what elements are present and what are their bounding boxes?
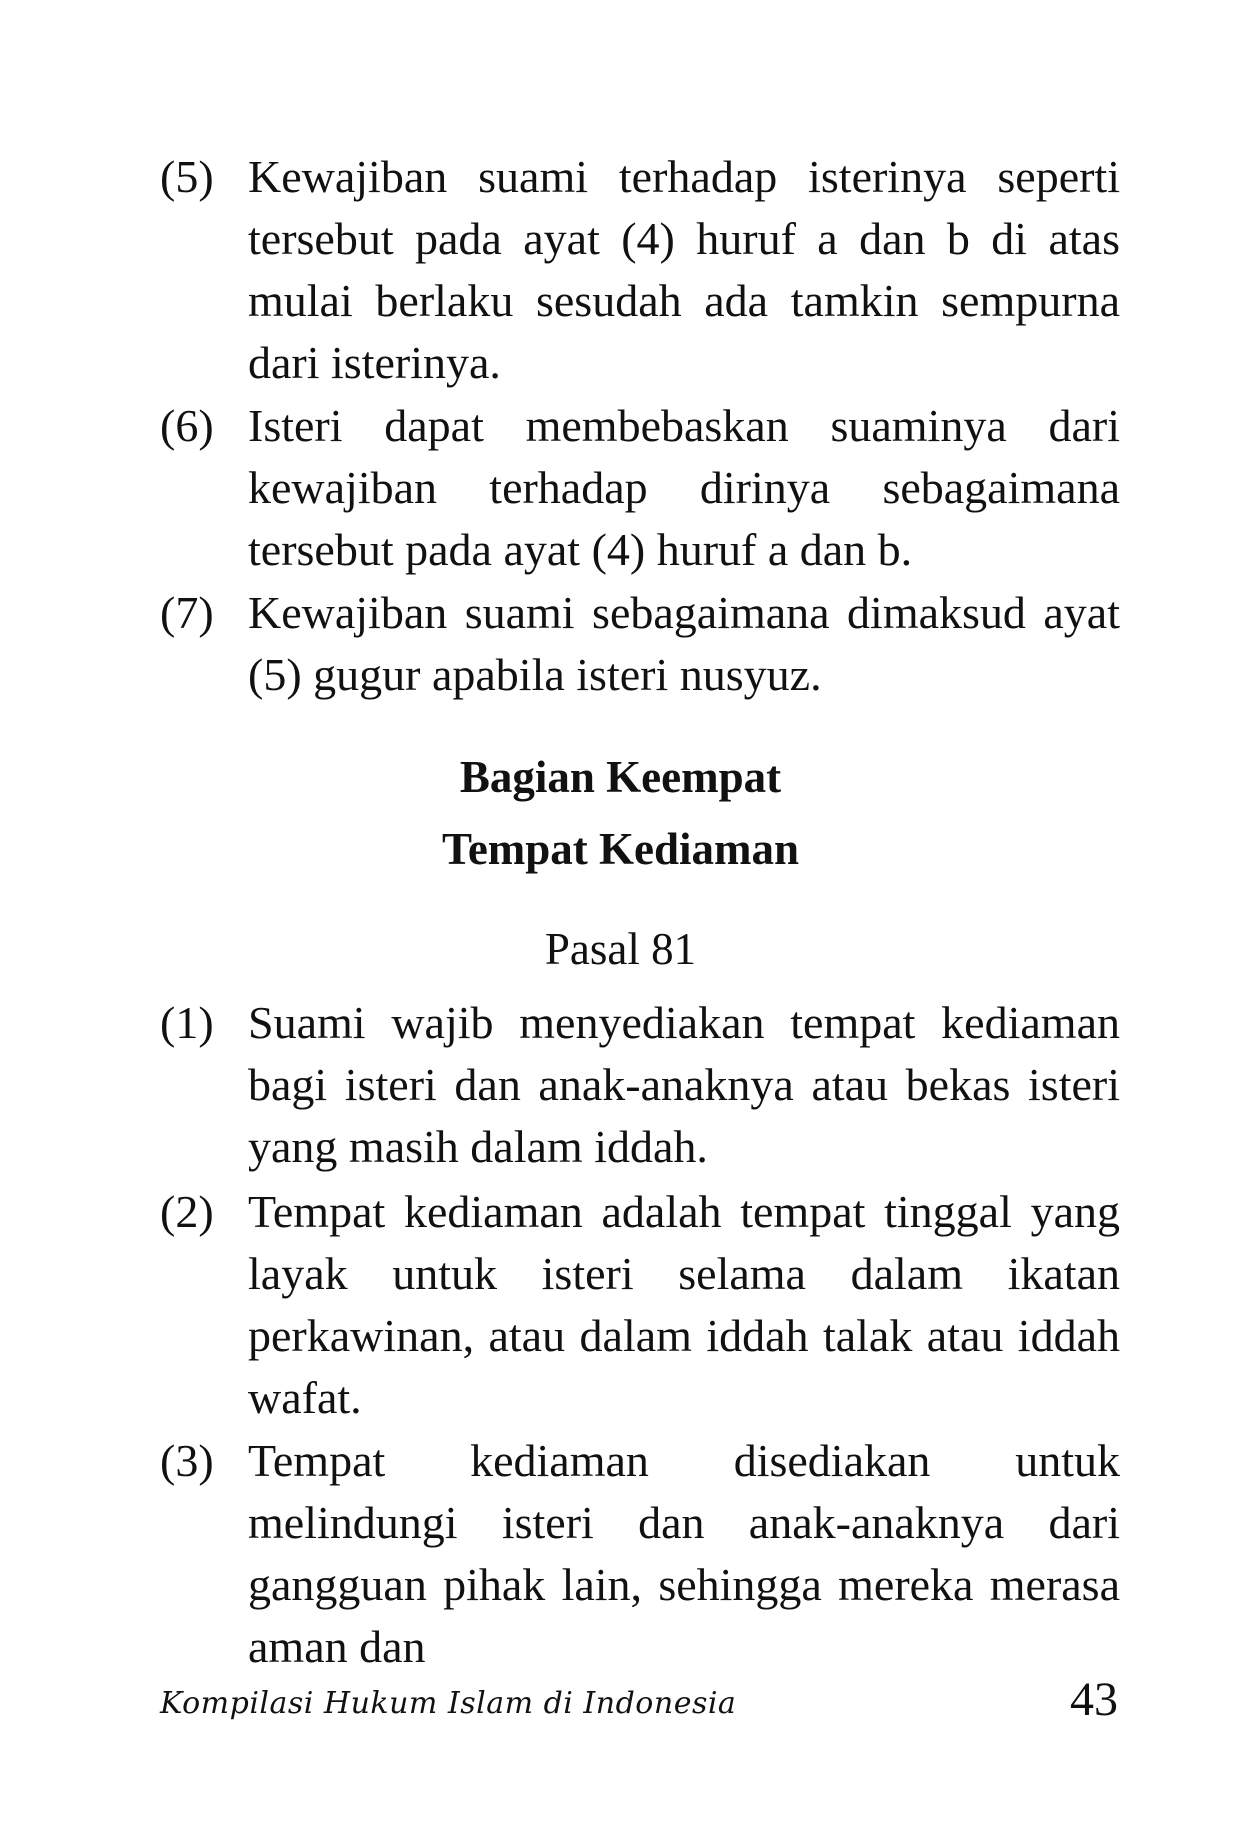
footer-book-title: Kompilasi Hukum Islam di Indonesia [160, 1686, 737, 1721]
clause-number: (5) [160, 151, 214, 202]
section-part-heading: Bagian Keempat [459, 752, 782, 802]
pasal-clause-3 [160, 1430, 1120, 1678]
clause-7 [160, 582, 1120, 706]
clause-text: Tempat kediaman adalah tempat tinggal yang layak untuk isteri selama dalam ikatan perkawinan, atau dalam iddah talak atau iddah wafat. [248, 1186, 1120, 1423]
clause-5 [160, 146, 1120, 394]
page-number: 43 [1070, 1673, 1118, 1726]
clause-number: (1) [160, 997, 214, 1048]
clause-number: (6) [160, 400, 214, 451]
clause-number: (2) [160, 1186, 214, 1237]
clause-text: Kewajiban suami terhadap isterinya seperti tersebut pada ayat (4) huruf a dan b di atas mulai berlaku sesudah ada tamkin sempurna dari isterinya. [248, 151, 1120, 388]
clause-6 [160, 395, 1120, 581]
section-title-heading: Tempat Kediaman [441, 824, 800, 874]
clause-number: (7) [160, 587, 214, 638]
clause-text: Tempat kediaman disediakan untuk melindungi isteri dan anak-anaknya dari gangguan pihak lain, sehingga mereka merasa aman dan [248, 1435, 1120, 1672]
clause-text: Isteri dapat membebaskan suaminya dari kewajiban terhadap dirinya sebagaimana tersebut pada ayat (4) huruf a dan b. [248, 400, 1120, 575]
clause-number: (3) [160, 1435, 214, 1486]
pasal-label: Pasal 81 [544, 924, 697, 974]
clause-text: Suami wajib menyediakan tempat kediaman bagi isteri dan anak-anaknya atau bekas isteri yang masih dalam iddah. [248, 997, 1120, 1172]
pasal-clause-2 [160, 1181, 1120, 1429]
pasal-clause-1 [160, 992, 1120, 1178]
clause-text: Kewajiban suami sebagaimana dimaksud ayat (5) gugur apabila isteri nusyuz. [248, 587, 1120, 700]
